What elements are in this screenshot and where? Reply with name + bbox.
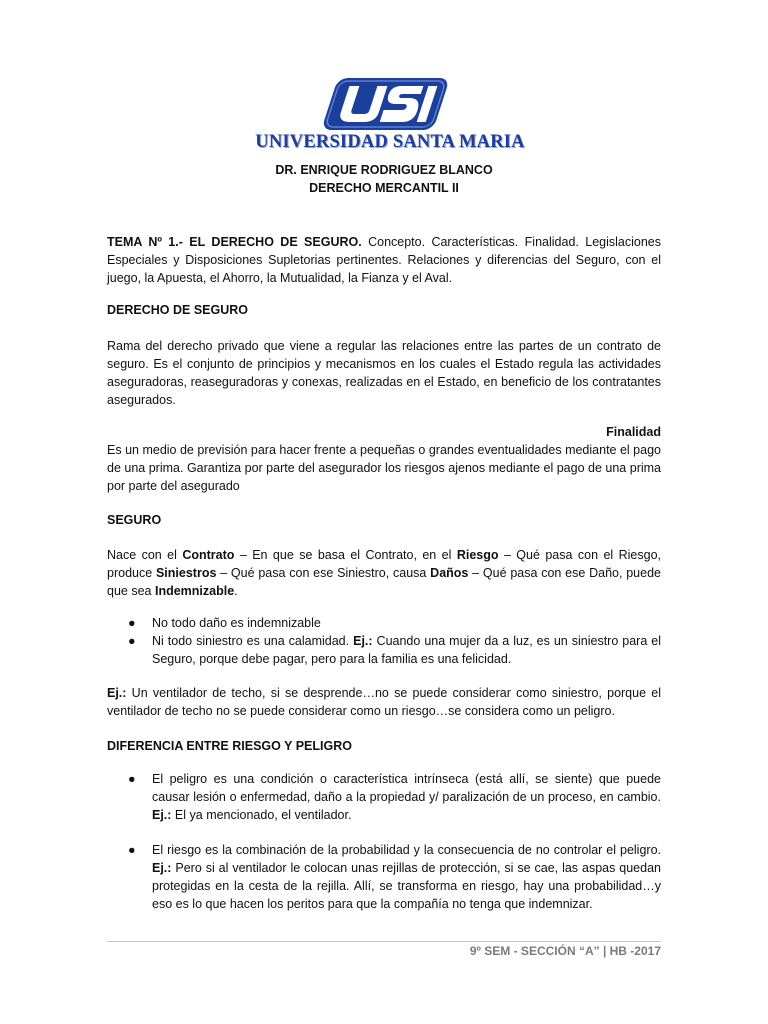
seguro-indemnizable: Indemnizable [154, 584, 235, 598]
seguro-contrato: Contrato [182, 548, 235, 562]
tema-paragraph [107, 233, 661, 287]
author-name: DR. ENRIQUE RODRIGUEZ BLANCO [275, 163, 493, 177]
bullet-icon: ● [128, 772, 136, 786]
seguro-paragraph [107, 546, 661, 600]
seguro-siniestros: Siniestros [155, 566, 217, 580]
footer-divider [107, 941, 661, 942]
bullet-text: El peligro es una condición o característica intrínseca (está allí, se siente) que puede causar lesión o enfermedad, daño a la propiedad y/ paralización de un proceso, en cambio. [152, 772, 661, 804]
seguro-text-1: Nace con el [107, 548, 183, 562]
ej-label: Ej.: [152, 861, 172, 875]
list-item [107, 614, 661, 632]
seguro-text-2: – En que se basa el Contrato, en el [234, 548, 457, 562]
seguro-text-4: – Qué pasa con ese Siniestro, causa [216, 566, 431, 580]
bullet-text: El ya mencionado, el ventilador. [171, 808, 352, 822]
ej-label: Ej.: [152, 808, 172, 822]
bullet-icon: ● [128, 634, 136, 648]
ejemplo-paragraph [107, 684, 661, 720]
bullet-icon: ● [128, 616, 136, 630]
bullet-text: No todo daño es indemnizable [152, 616, 321, 630]
seguro-danos: Daños [430, 566, 469, 580]
bullet-text: El riesgo es la combinación de la probabilidad y la consecuencia de no controlar el peligro. [152, 843, 661, 857]
seguro-riesgo: Riesgo [456, 548, 499, 562]
seguro-text-5: – Qué pasa con ese Daño, puede que sea [107, 566, 661, 598]
university-logo [250, 72, 530, 156]
list-item [107, 632, 661, 668]
diferencia-bullet-list [107, 770, 661, 913]
finalidad-heading: Finalidad [606, 425, 661, 439]
tema-text: Concepto. Características. Finalidad. Legislaciones Especiales y Disposiciones Supletorias pertinentes. Relaciones y diferencias del Seguro, con el juego, la Apuesta, el Ahorro, la Mutualidad, la Fianza y el Aval. [107, 235, 661, 285]
usm-logo-icon [250, 72, 530, 132]
seguro-text-3: – Qué pasa con el Riesgo, produce [107, 548, 661, 580]
list-item [107, 770, 661, 824]
seguro-bullet-list [107, 614, 661, 668]
derecho-seguro-paragraph: Rama del derecho privado que viene a regular las relaciones entre las partes de un contrato de seguro. Es el conjunto de principios y mecanismos en los cuales el Estado regula las actividades aseguradoras, reaseguradoras y conexas, realizadas en el Estado, en beneficio de los contratantes asegurados. [107, 339, 661, 407]
ej-label: Ej.: [353, 634, 373, 648]
seguro-text-6: . [234, 584, 238, 598]
bullet-text: Cuando una mujer da a luz, es un siniestro para el Seguro, porque debe pagar, pero para la familia es una felicidad. [152, 634, 662, 666]
diferencia-heading: DIFERENCIA ENTRE RIESGO Y PELIGRO [107, 739, 352, 753]
bullet-text: Pero si al ventilador le colocan unas rejillas de protección, si se cae, las aspas quedan protegidas en la cesta de la rejilla. Allí, se transforma en riesgo, hay una probabilidad…y eso es lo que hacen los peritos para que la compañía no tenga que indemnizar. [152, 861, 661, 911]
bullet-icon: ● [128, 843, 136, 857]
course-name: DERECHO MERCANTIL II [309, 181, 459, 195]
seguro-heading: SEGURO [107, 513, 162, 527]
ejemplo-text: Un ventilador de techo, si se desprende…no se puede considerar como siniestro, porque el ventilador de techo no se puede considerar como un riesgo…se considera como un peligro. [107, 686, 661, 718]
list-item [107, 841, 661, 913]
page-footer: 9º SEM - SECCIÓN “A” | HB -2017 [469, 944, 661, 958]
university-name: UNIVERSIDAD SANTA MARIA [255, 132, 525, 152]
finalidad-paragraph: Es un medio de previsión para hacer frente a pequeñas o grandes eventualidades mediante el pago de una prima. Garantiza por parte del asegurador los riesgos ajenos mediante el pago de una prima por parte del asegurado [107, 443, 661, 493]
derecho-seguro-heading: DERECHO DE SEGURO [107, 303, 248, 317]
tema-label: TEMA Nº 1.- EL DERECHO DE SEGURO. [107, 235, 362, 249]
bullet-text: Ni todo siniestro es una calamidad. [152, 634, 354, 648]
ej-label: Ej.: [107, 686, 127, 700]
